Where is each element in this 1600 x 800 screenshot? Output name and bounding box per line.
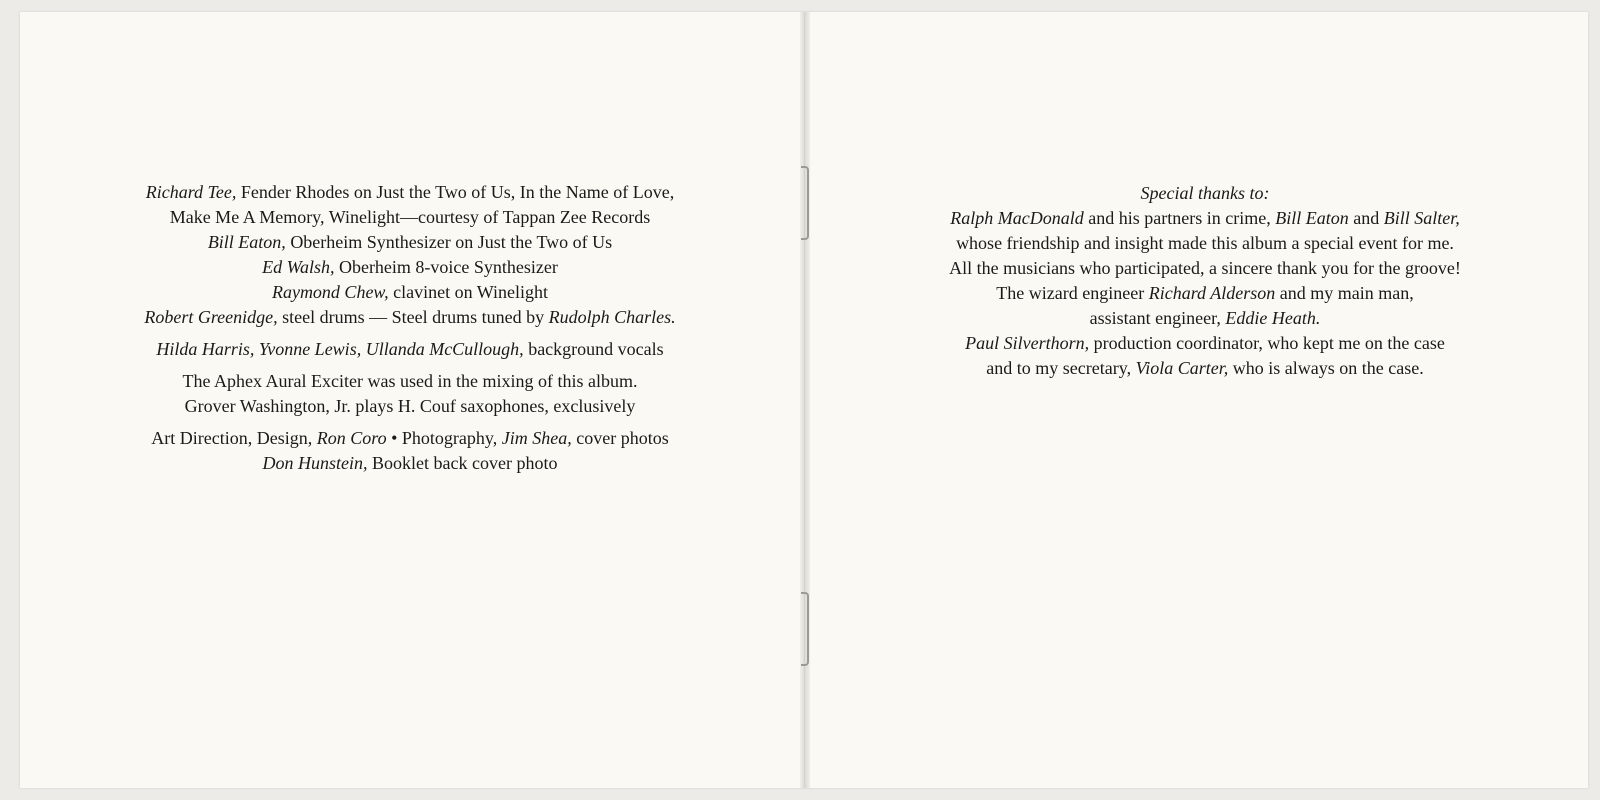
credit-line (70, 305, 750, 330)
credits-text (70, 180, 750, 476)
text-segment: production coordinator, who kept me on the case (1089, 333, 1445, 353)
credit-line (70, 337, 750, 362)
booklet-gutter (800, 12, 810, 788)
text-segment: and to my secretary, (986, 358, 1136, 378)
italic-name: Don Hunstein, (262, 453, 368, 473)
text-segment: and my main man, (1275, 283, 1414, 303)
staple-bottom (801, 592, 809, 666)
staple-top (801, 166, 809, 240)
credit-line (70, 180, 750, 205)
text-segment: Make Me A Memory, Winelight—courtesy of Tappan Zee Records (169, 207, 651, 227)
text-segment: Oberheim 8-voice Synthesizer (334, 257, 558, 277)
text-segment: The Aphex Aural Exciter was used in the mixing of this album. (182, 371, 638, 391)
italic-name: Raymond Chew, (271, 282, 389, 302)
right-page (805, 12, 1588, 788)
text-segment: Fender Rhodes on Just the Two of Us, In the Name of Love, (236, 182, 675, 202)
credit-line (70, 205, 750, 230)
text-segment: Art Direction, Design, (151, 428, 317, 448)
text-segment: Booklet back cover photo (367, 453, 558, 473)
text-segment: and his partners in crime, (1083, 208, 1276, 228)
italic-name: Ralph MacDonald (950, 208, 1084, 228)
italic-name: Bill Salter, (1383, 208, 1460, 228)
italic-name: Ed Walsh, (262, 257, 335, 277)
text-segment: steel drums — Steel drums tuned by (277, 307, 549, 327)
text-segment: who is always on the case. (1228, 358, 1424, 378)
italic-name: Bill Eaton (1275, 208, 1349, 228)
text-segment: Oberheim Synthesizer on Just the Two of Us (285, 232, 613, 252)
text-segment: Grover Washington, Jr. plays H. Couf saxophones, exclusively (184, 396, 636, 416)
line-spacer (70, 362, 750, 369)
italic-name: Eddie Heath. (1225, 308, 1321, 328)
special-thanks-text (845, 181, 1565, 381)
thanks-line (845, 306, 1565, 331)
text-segment: background vocals (523, 339, 664, 359)
text-segment: All the musicians who participated, a sincere thank you for the groove! (949, 258, 1461, 278)
thanks-line (845, 181, 1565, 206)
credit-line (70, 280, 750, 305)
italic-name: Paul Silverthorn, (965, 333, 1090, 353)
credit-line (70, 230, 750, 255)
text-segment: whose friendship and insight made this album a special event for me. (956, 233, 1454, 253)
thanks-line (845, 206, 1565, 231)
thanks-line (845, 231, 1565, 256)
italic-name: Richard Alderson (1148, 283, 1276, 303)
text-segment: cover photos (571, 428, 669, 448)
italic-name: Bill Eaton, (207, 232, 286, 252)
text-segment: and (1348, 208, 1384, 228)
italic-name: Richard Tee, (145, 182, 237, 202)
thanks-line (845, 331, 1565, 356)
credit-line (70, 394, 750, 419)
thanks-line (845, 256, 1565, 281)
italic-name: Hilda Harris, Yvonne Lewis, Ullanda McCullough, (156, 339, 524, 359)
italic-name: Viola Carter, (1135, 358, 1229, 378)
line-spacer (70, 419, 750, 426)
text-segment: assistant engineer, (1089, 308, 1226, 328)
credit-line (70, 451, 750, 476)
italic-name: Ron Coro (316, 428, 387, 448)
italic-name: Jim Shea, (501, 428, 572, 448)
thanks-line (845, 356, 1565, 381)
line-spacer (70, 330, 750, 337)
italic-name: Rudolph Charles. (548, 307, 676, 327)
text-segment: The wizard engineer (996, 283, 1149, 303)
text-segment: clavinet on Winelight (388, 282, 549, 302)
credit-line (70, 369, 750, 394)
italic-name: Special thanks to: (1140, 183, 1270, 203)
credit-line (70, 255, 750, 280)
italic-name: Robert Greenidge, (144, 307, 278, 327)
thanks-line (845, 281, 1565, 306)
credit-line (70, 426, 750, 451)
text-segment: • Photography, (386, 428, 502, 448)
